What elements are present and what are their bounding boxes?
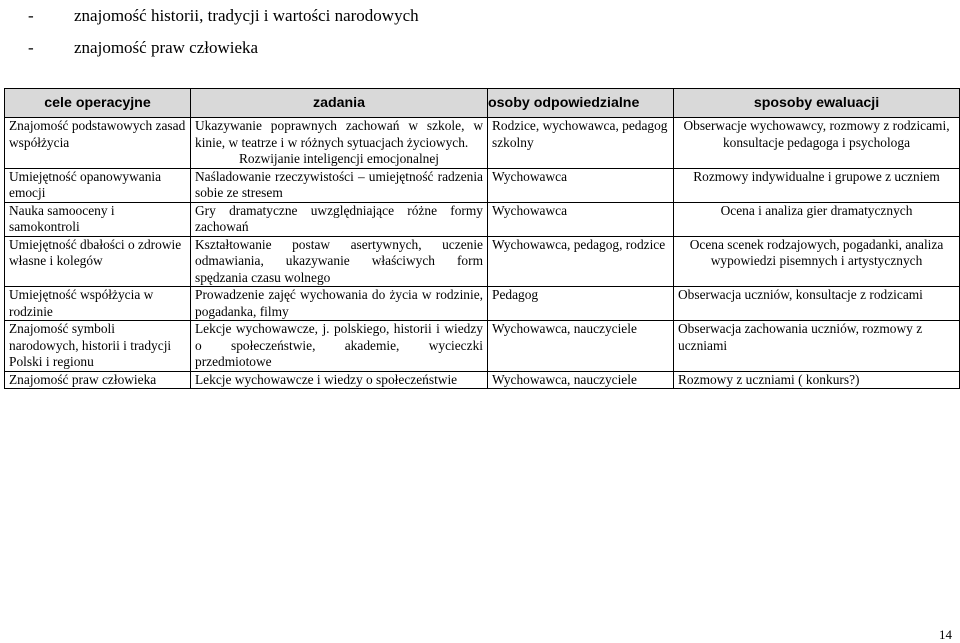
cell-cele: Nauka samooceny i samokontroli [5,202,191,236]
table-row [5,287,960,321]
cell-osoby: Wychowawca [488,202,674,236]
cell-osoby: Rodzice, wychowawca, pedagog szkolny [488,118,674,169]
table-row [5,168,960,202]
cell-zadania-text: Ukazywanie poprawnych zachowań w szkole, w kinie, w teatrze i w różnych sytuacjach życiowych. [195,118,483,150]
cell-zadania: Lekcje wychowawcze i wiedzy o społeczeństwie [191,371,488,389]
table-row [5,236,960,287]
cell-osoby: Wychowawca [488,168,674,202]
table-row [5,321,960,372]
cell-cele: Umiejętność dbałości o zdrowie własne i kolegów [5,236,191,287]
cell-cele: Znajomość symboli narodowych, historii i tradycji Polski i regionu [5,321,191,372]
cell-osoby: Wychowawca, pedagog, rodzice [488,236,674,287]
bullet-item [28,0,419,32]
cell-zadania: Kształtowanie postaw asertywnych, uczenie odmawiania, ukazywanie właściwych form spędzania czasu wolnego [191,236,488,287]
cell-sposoby: Obserwacje wychowawcy, rozmowy z rodzicami, konsultacje pedagoga i psychologa [674,118,960,169]
cell-zadania: Naśladowanie rzeczywistości – umiejętność radzenia sobie ze stresem [191,168,488,202]
cell-sposoby: Obserwacja zachowania uczniów, rozmowy z uczniami [674,321,960,372]
bullet-dash: - [28,38,34,57]
cell-cele: Znajomość praw człowieka [5,371,191,389]
cell-cele: Umiejętność opanowywania emocji [5,168,191,202]
cell-zadania: Gry dramatyczne uwzględniające różne formy zachowań [191,202,488,236]
cell-zadania: Lekcje wychowawcze, j. polskiego, historii i wiedzy o społeczeństwie, akademie, wycieczki przedmiotowe [191,321,488,372]
table-row [5,371,960,389]
bullet-text: znajomość praw człowieka [74,38,259,57]
cell-zadania: Prowadzenie zajęć wychowania do życia w rodzinie, pogadanka, filmy [191,287,488,321]
cell-zadania-subtext: Rozwijanie inteligencji emocjonalnej [238,151,440,166]
cell-sposoby: Obserwacja uczniów, konsultacje z rodzicami [674,287,960,321]
cell-osoby: Wychowawca, nauczyciele [488,371,674,389]
cell-zadania [191,118,488,169]
table-row [5,118,960,169]
header-sposoby: sposoby ewaluacji [674,89,960,118]
cell-osoby: Wychowawca, nauczyciele [488,321,674,372]
header-osoby: osoby odpowiedzialne [488,89,674,118]
bullet-list [28,0,419,64]
cell-osoby: Pedagog [488,287,674,321]
bullet-dash: - [28,6,34,25]
table-header-row [5,89,960,118]
table-row [5,202,960,236]
cell-sposoby: Rozmowy z uczniami ( konkurs?) [674,371,960,389]
bullet-text: znajomość historii, tradycji i wartości narodowych [74,6,419,25]
cell-cele: Umiejętność współżycia w rodzinie [5,287,191,321]
cell-sposoby: Ocena scenek rodzajowych, pogadanki, analiza wypowiedzi pisemnych i artystycznych [674,236,960,287]
education-plan-table [4,88,960,389]
cell-sposoby: Rozmowy indywidualne i grupowe z uczniem [674,168,960,202]
header-zadania: zadania [191,89,488,118]
page-number: 14 [939,627,952,642]
cell-sposoby: Ocena i analiza gier dramatycznych [674,202,960,236]
cell-cele: Znajomość podstawowych zasad współżycia [5,118,191,169]
bullet-item [28,32,419,64]
header-cele: cele operacyjne [5,89,191,118]
